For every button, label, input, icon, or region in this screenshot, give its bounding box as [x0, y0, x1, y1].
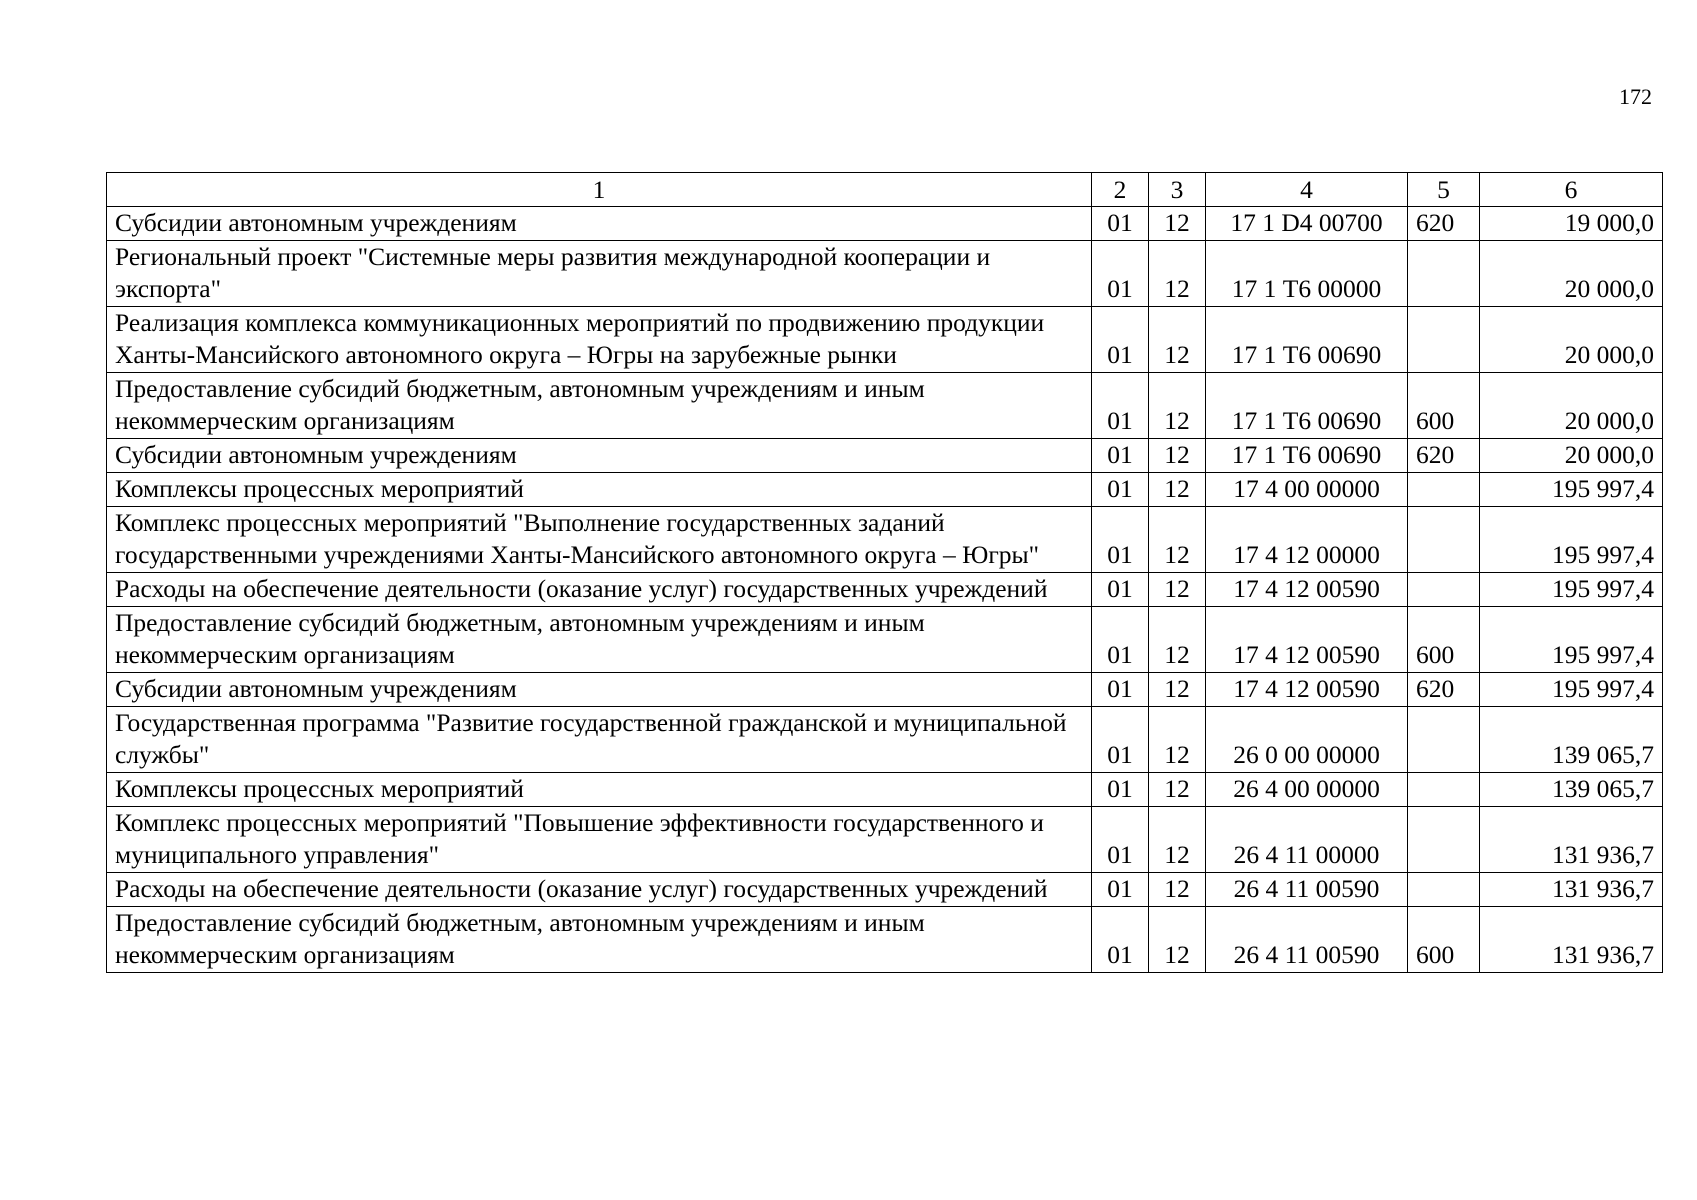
row-target-article: 17 4 00 00000: [1206, 473, 1408, 507]
header-col-2: 2: [1092, 173, 1149, 207]
row-name: Региональный проект "Системные меры развития международной кооперации и экспорта": [107, 241, 1092, 307]
page-number: 172: [1619, 84, 1652, 109]
header-col-4: 4: [1206, 173, 1408, 207]
row-subsection: 12: [1149, 573, 1206, 607]
row-name: Предоставление субсидий бюджетным, автономным учреждениям и иным некоммерческим организациям: [107, 607, 1092, 673]
row-amount: 139 065,7: [1480, 707, 1663, 773]
row-subsection: 12: [1149, 207, 1206, 241]
row-target-article: 17 1 D4 00700: [1206, 207, 1408, 241]
row-expense-type: 600: [1408, 373, 1480, 439]
table-row: [107, 207, 1663, 241]
row-section: 01: [1092, 607, 1149, 673]
table-row: [107, 807, 1663, 873]
row-subsection: 12: [1149, 807, 1206, 873]
row-section: 01: [1092, 439, 1149, 473]
row-target-article: 26 4 11 00590: [1206, 907, 1408, 973]
row-name: Предоставление субсидий бюджетным, автономным учреждениям и иным некоммерческим организациям: [107, 907, 1092, 973]
row-target-article: 17 4 12 00000: [1206, 507, 1408, 573]
row-expense-type: 600: [1408, 607, 1480, 673]
row-target-article: 17 4 12 00590: [1206, 607, 1408, 673]
table-row: [107, 773, 1663, 807]
row-target-article: 26 4 00 00000: [1206, 773, 1408, 807]
row-expense-type: [1408, 707, 1480, 773]
table-body: [107, 207, 1663, 973]
row-amount: 19 000,0: [1480, 207, 1663, 241]
row-amount: 20 000,0: [1480, 439, 1663, 473]
row-section: 01: [1092, 573, 1149, 607]
row-name: Комплексы процессных мероприятий: [107, 473, 1092, 507]
row-target-article: 17 1 Т6 00000: [1206, 241, 1408, 307]
row-name: Комплекс процессных мероприятий "Повышение эффективности государственного и муниципального управления": [107, 807, 1092, 873]
row-name: Государственная программа "Развитие государственной гражданской и муниципальной службы": [107, 707, 1092, 773]
row-subsection: 12: [1149, 907, 1206, 973]
row-subsection: 12: [1149, 439, 1206, 473]
row-section: 01: [1092, 673, 1149, 707]
row-target-article: 17 4 12 00590: [1206, 673, 1408, 707]
row-section: 01: [1092, 373, 1149, 439]
row-subsection: 12: [1149, 673, 1206, 707]
row-section: 01: [1092, 241, 1149, 307]
row-amount: 20 000,0: [1480, 241, 1663, 307]
table-row: [107, 241, 1663, 307]
row-target-article: 26 4 11 00000: [1206, 807, 1408, 873]
row-target-article: 17 1 Т6 00690: [1206, 439, 1408, 473]
row-subsection: 12: [1149, 773, 1206, 807]
row-subsection: 12: [1149, 607, 1206, 673]
row-subsection: 12: [1149, 373, 1206, 439]
row-amount: 20 000,0: [1480, 373, 1663, 439]
row-expense-type: [1408, 807, 1480, 873]
row-section: 01: [1092, 807, 1149, 873]
row-expense-type: [1408, 307, 1480, 373]
row-name: Реализация комплекса коммуникационных мероприятий по продвижению продукции Ханты-Мансийского автономного округа – Югры на зарубежные рынки: [107, 307, 1092, 373]
header-col-6: 6: [1480, 173, 1663, 207]
row-section: 01: [1092, 207, 1149, 241]
row-subsection: 12: [1149, 707, 1206, 773]
row-section: 01: [1092, 773, 1149, 807]
row-amount: 195 997,4: [1480, 673, 1663, 707]
row-amount: 139 065,7: [1480, 773, 1663, 807]
row-expense-type: [1408, 507, 1480, 573]
header-row: [107, 173, 1663, 207]
budget-table: [106, 172, 1663, 973]
row-target-article: 17 4 12 00590: [1206, 573, 1408, 607]
row-expense-type: [1408, 873, 1480, 907]
table-row: [107, 873, 1663, 907]
row-amount: 20 000,0: [1480, 307, 1663, 373]
row-section: 01: [1092, 907, 1149, 973]
row-name: Расходы на обеспечение деятельности (оказание услуг) государственных учреждений: [107, 873, 1092, 907]
table-row: [107, 573, 1663, 607]
row-amount: 131 936,7: [1480, 873, 1663, 907]
row-amount: 195 997,4: [1480, 473, 1663, 507]
row-expense-type: [1408, 241, 1480, 307]
row-name: Предоставление субсидий бюджетным, автономным учреждениям и иным некоммерческим организациям: [107, 373, 1092, 439]
row-section: 01: [1092, 873, 1149, 907]
row-expense-type: [1408, 573, 1480, 607]
header-col-3: 3: [1149, 173, 1206, 207]
row-expense-type: [1408, 773, 1480, 807]
table-row: [107, 473, 1663, 507]
row-section: 01: [1092, 307, 1149, 373]
row-target-article: 17 1 Т6 00690: [1206, 373, 1408, 439]
row-subsection: 12: [1149, 241, 1206, 307]
table-row: [107, 907, 1663, 973]
row-subsection: 12: [1149, 507, 1206, 573]
row-expense-type: 620: [1408, 439, 1480, 473]
table-row: [107, 507, 1663, 573]
row-amount: 131 936,7: [1480, 807, 1663, 873]
row-subsection: 12: [1149, 307, 1206, 373]
row-name: Субсидии автономным учреждениям: [107, 207, 1092, 241]
row-section: 01: [1092, 707, 1149, 773]
row-name: Расходы на обеспечение деятельности (оказание услуг) государственных учреждений: [107, 573, 1092, 607]
row-amount: 195 997,4: [1480, 607, 1663, 673]
table-row: [107, 607, 1663, 673]
row-expense-type: 620: [1408, 673, 1480, 707]
row-target-article: 26 4 11 00590: [1206, 873, 1408, 907]
table-row: [107, 307, 1663, 373]
table-row: [107, 439, 1663, 473]
row-name: Субсидии автономным учреждениям: [107, 439, 1092, 473]
header-col-5: 5: [1408, 173, 1480, 207]
row-section: 01: [1092, 507, 1149, 573]
row-subsection: 12: [1149, 873, 1206, 907]
row-amount: 195 997,4: [1480, 507, 1663, 573]
row-amount: 131 936,7: [1480, 907, 1663, 973]
row-name: Комплекс процессных мероприятий "Выполнение государственных заданий государственными учреждениями Ханты-Мансийского автономного округа – Югры": [107, 507, 1092, 573]
table-row: [107, 707, 1663, 773]
row-amount: 195 997,4: [1480, 573, 1663, 607]
table-header: [107, 173, 1663, 207]
row-expense-type: 600: [1408, 907, 1480, 973]
row-target-article: 26 0 00 00000: [1206, 707, 1408, 773]
header-col-1: 1: [107, 173, 1092, 207]
table-row: [107, 373, 1663, 439]
row-name: Комплексы процессных мероприятий: [107, 773, 1092, 807]
row-expense-type: [1408, 473, 1480, 507]
row-target-article: 17 1 Т6 00690: [1206, 307, 1408, 373]
row-subsection: 12: [1149, 473, 1206, 507]
row-section: 01: [1092, 473, 1149, 507]
table-row: [107, 673, 1663, 707]
row-name: Субсидии автономным учреждениям: [107, 673, 1092, 707]
row-expense-type: 620: [1408, 207, 1480, 241]
